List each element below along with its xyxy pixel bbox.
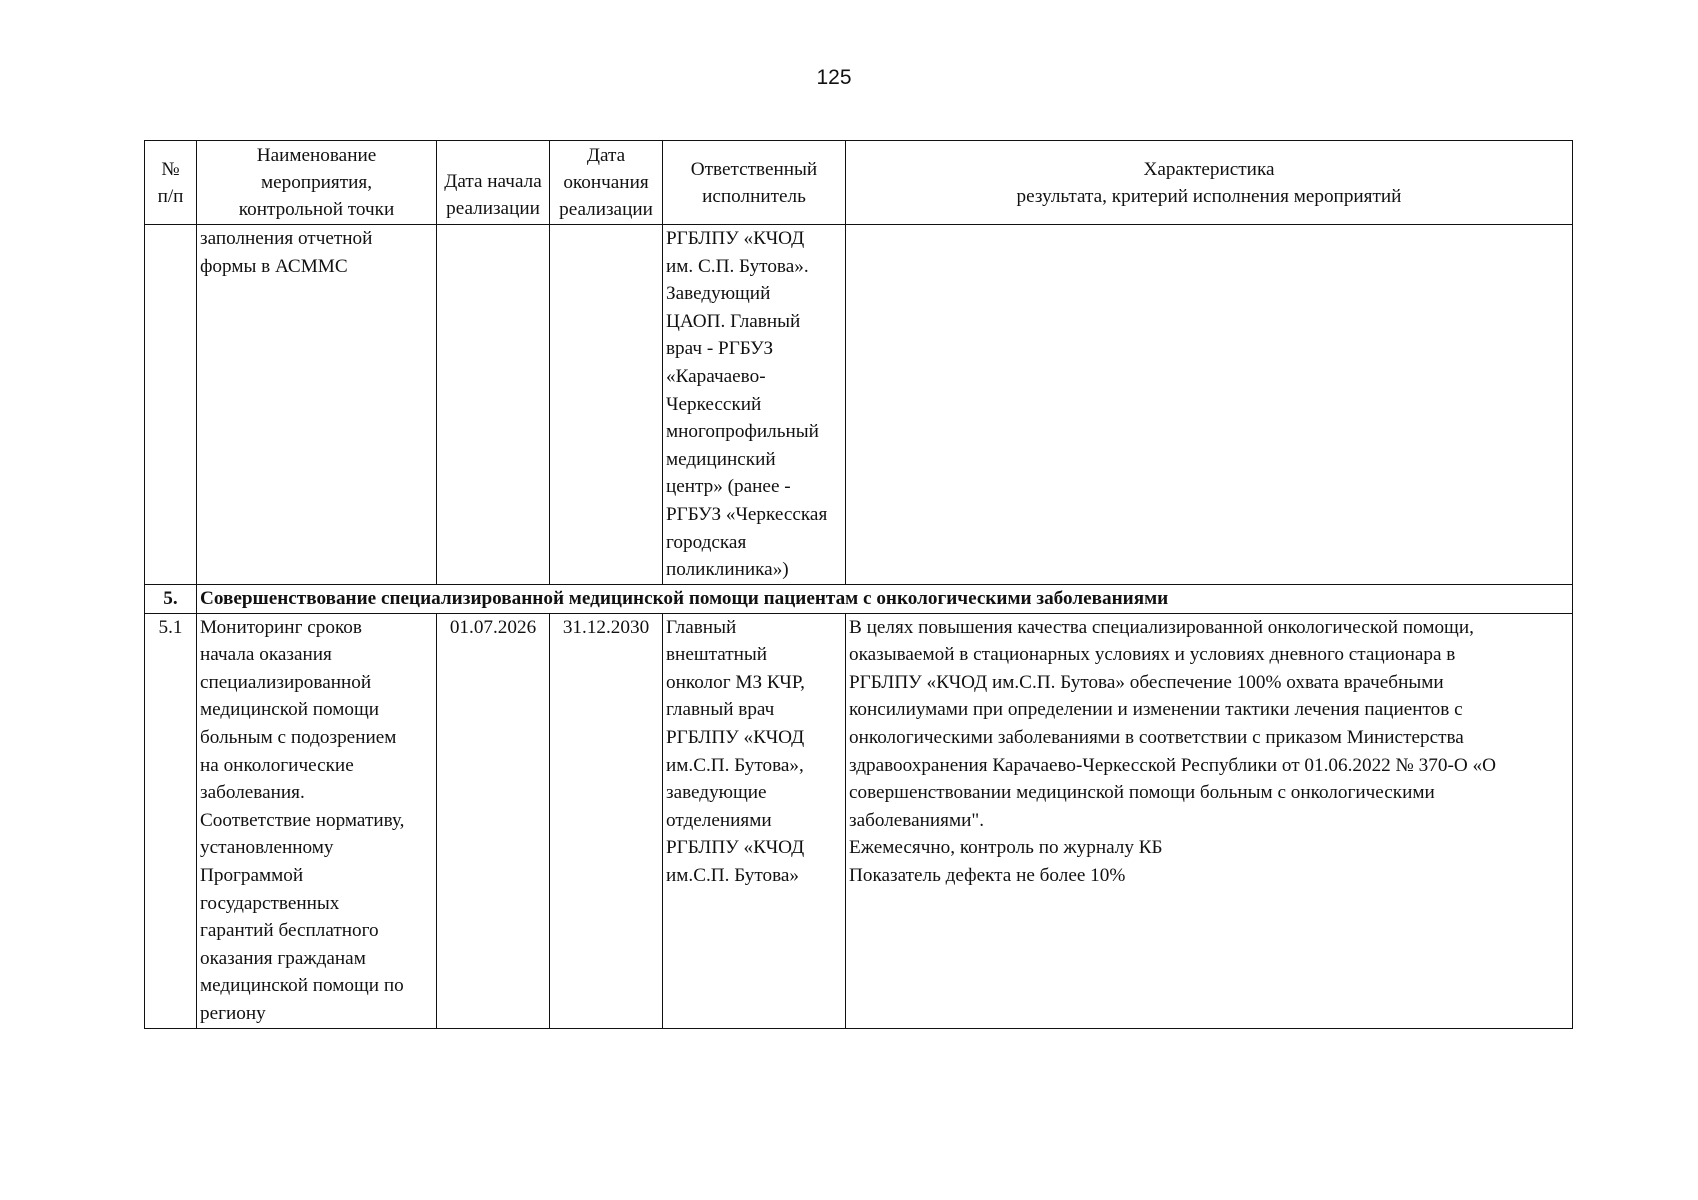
cell-end-date [550, 225, 663, 585]
cell-start-date: 01.07.2026 [437, 613, 550, 1028]
header-name: Наименование мероприятия, контрольной точки [197, 141, 437, 225]
section-number: 5. [145, 585, 197, 614]
header-end-date: Дата окончания реализации [550, 141, 663, 225]
cell-num: 5.1 [145, 613, 197, 1028]
cell-responsible: РГБЛПУ «КЧОД им. С.П. Бутова». Заведующий ЦАОП. Главный врач - РГБУЗ «Карачаево- Черкесский многопрофильный медицинский центр» (ранее - РГБУЗ «Черкесская городская поликлиника») [663, 225, 846, 585]
section-title: Совершенствование специализированной медицинской помощи пациентам с онкологическими заболеваниями [197, 585, 1573, 614]
header-responsible: Ответственный исполнитель [663, 141, 846, 225]
cell-name: Мониторинг сроков начала оказания специализированной медицинской помощи больным с подозрением на онкологические заболевания. Соответствие нормативу, установленному Программой государственных гарантий бесплатного оказания гражданам медицинской помощи по региону [197, 613, 437, 1028]
cell-start-date [437, 225, 550, 585]
plan-table [144, 140, 1573, 1029]
cell-name: заполнения отчетной формы в АСММС [197, 225, 437, 585]
cell-num [145, 225, 197, 585]
header-num: № п/п [145, 141, 197, 225]
cell-end-date: 31.12.2030 [550, 613, 663, 1028]
page-number: 125 [816, 66, 852, 89]
header-start-date: Дата начала реализации [437, 141, 550, 225]
header-row [145, 141, 1573, 225]
cell-characteristic: В целях повышения качества специализированной онкологической помощи, оказываемой в стационарных условиях и условиях дневного стационара в РГБЛПУ «КЧОД им.С.П. Бутова» обеспечение 100% охвата врачебными консилиумами при определении и изменении тактики лечения пациентов с онкологическими заболеваниями в соответствии с приказом Министерства здравоохранения Карачаево-Черкесской Республики от 01.06.2022 № 370-О «О совершенствовании медицинской помощи больным с онкологическими заболеваниями". Ежемесячно, контроль по журналу КБ Показатель дефекта не более 10% [846, 613, 1573, 1028]
table-row-5-1 [145, 613, 1573, 1028]
header-characteristic: Характеристика результата, критерий исполнения мероприятий [846, 141, 1573, 225]
cell-responsible: Главный внештатный онколог МЗ КЧР, главный врач РГБЛПУ «КЧОД им.С.П. Бутова», заведующие отделениями РГБЛПУ «КЧОД им.С.П. Бутова» [663, 613, 846, 1028]
table-row-continued [145, 225, 1573, 585]
cell-characteristic [846, 225, 1573, 585]
section-row [145, 585, 1573, 614]
